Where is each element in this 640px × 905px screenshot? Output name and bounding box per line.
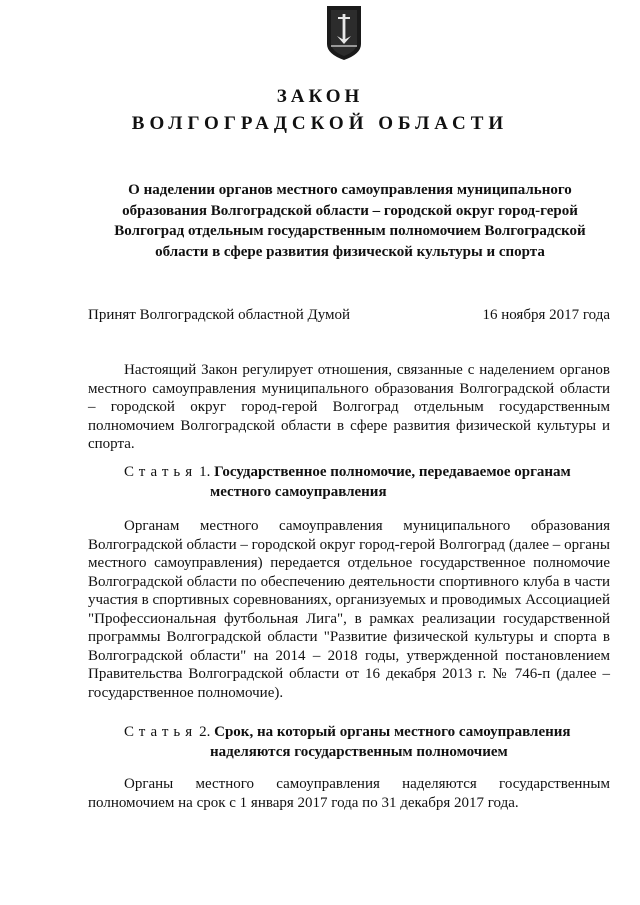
article-1-text: Органам местного самоуправления муниципального образования Волгоградской области – городской округ город-герой Волгоград (далее – органы местного самоуправления) передается отдельное государственное полномочие Волгоградской области по обеспечению деятельности спортивного клуба в части участия в спортивных соревнованиях, организуемых и проводимых Ассоциацией "Профессиональная футбольная Лига", в рамках реализации государственной программы Волгоградской области "Развитие физической культуры и спорта в Волгоградской области" на 2014 – 2018 годы, утвержденной постановлением Правительства Волгоградской области от 16 декабря 2013 г. № 746-п (далее – государственное полномочие). xyxy=(88,518,610,701)
article-title-line1: Срок, на который органы местного самоуправления xyxy=(214,724,571,740)
law-subject: О наделении органов местного самоуправления муниципального образования Волгоградской области – городской округ город-герой Волгоград отдельным государственным полномочием Волгоградской области в сфере развития физической культуры и спорта xyxy=(114,182,586,260)
article-title-line1: Государственное полномочие, передаваемое органам xyxy=(214,464,571,480)
region-title: ВОЛГОГРАДСКОЙ ОБЛАСТИ xyxy=(131,113,509,134)
article-1-heading xyxy=(124,462,614,502)
article-2-text: Органы местного самоуправления наделяются государственным полномочием на срок с 1 января 2017 года по 31 декабря 2017 года. xyxy=(88,776,610,811)
adopted-by: Принят Волгоградской областной Думой xyxy=(88,307,351,323)
article-number: 2. xyxy=(199,724,211,740)
article-prefix: Статья xyxy=(124,464,198,480)
intro-paragraph: Настоящий Закон регулирует отношения, связанные с наделением органов местного самоуправления муниципального образования Волгоградской области – городской округ город-герой Волгоград отдельным государственным полномочием Волгоградской области в сфере развития физической культуры и спорта. xyxy=(88,362,610,452)
article-title-line2: местного самоуправления xyxy=(210,484,387,500)
article-number: 1. xyxy=(199,464,211,480)
coat-of-arms-icon xyxy=(325,4,363,62)
article-2-heading xyxy=(124,722,614,762)
article-prefix: Статья xyxy=(124,724,198,740)
law-title: ЗАКОН xyxy=(276,86,364,107)
adoption-date: 16 ноября 2017 года xyxy=(482,307,610,323)
article-title-line2: наделяются государственным полномочием xyxy=(210,744,508,760)
